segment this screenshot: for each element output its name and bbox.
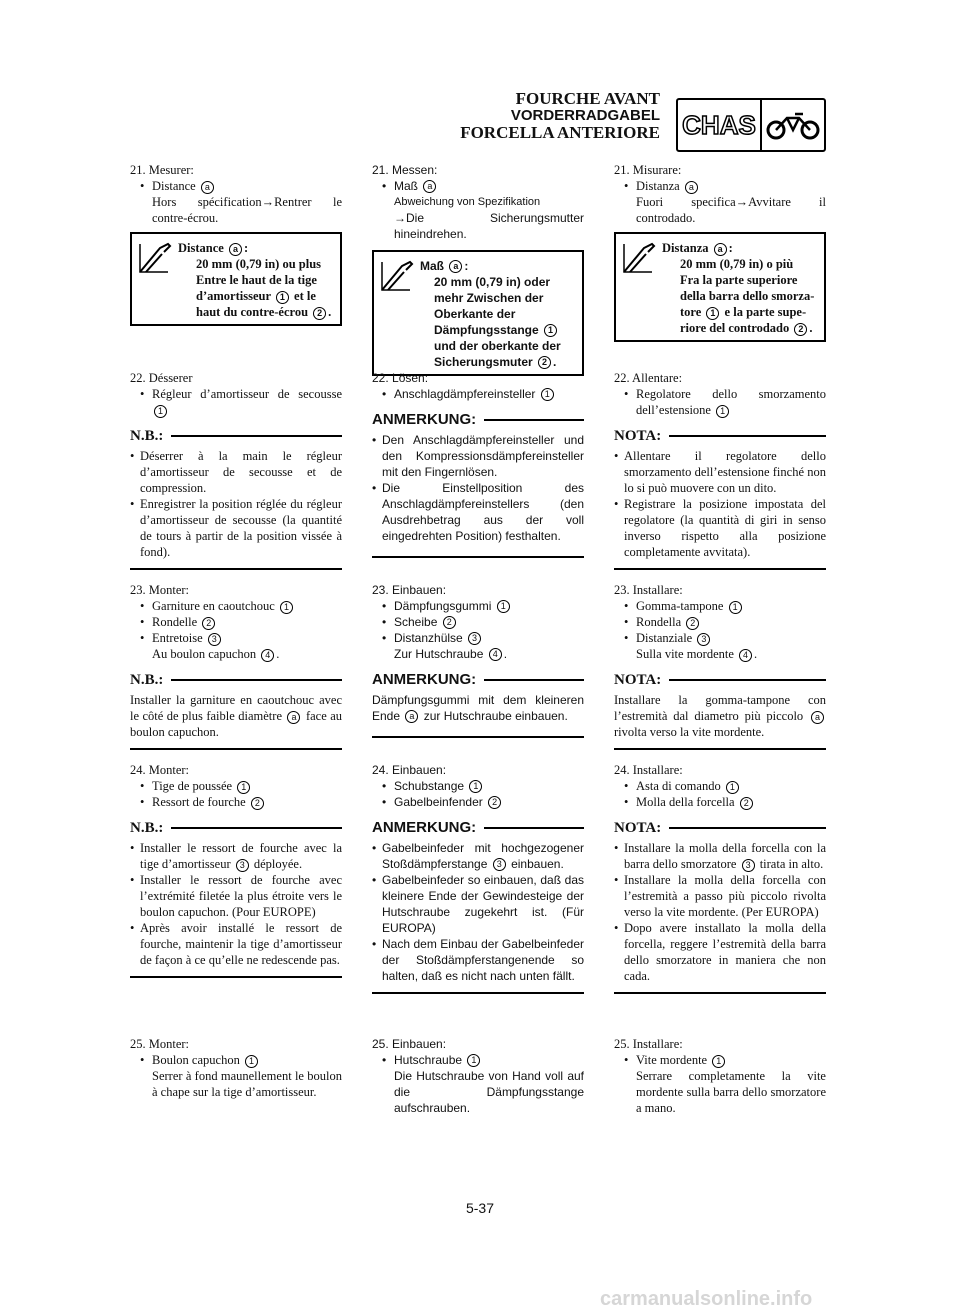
spec-box-21 (130, 232, 342, 326)
step-24-item: Gabelbeinfender (394, 795, 483, 809)
step-23-title: 23. Installare: (614, 583, 683, 597)
ref-1: 1 (280, 601, 293, 614)
note-label: NOTA: (614, 428, 662, 444)
step-24-title: 24. Einbauen: (372, 763, 447, 777)
end: . (276, 647, 280, 661)
note-label: ANMERKUNG: (372, 671, 477, 688)
ref-a: a (714, 243, 727, 256)
divider (614, 992, 826, 994)
ref-3: 3 (742, 859, 755, 872)
note-header (130, 428, 342, 444)
step-23-item: Rondelle (152, 615, 198, 629)
note-text: zur Hutschraube einbauen. (423, 709, 568, 723)
spec-colon: : (464, 259, 469, 273)
ref-1: 1 (154, 405, 167, 418)
ref-2: 2 (794, 323, 807, 336)
note-text: Dämpfungsgummi mit dem kleineren Ende (372, 693, 584, 723)
ref-a: a (201, 181, 214, 194)
note-label: N.B.: (130, 672, 164, 688)
ref-1: 1 (716, 405, 729, 418)
ref-2: 2 (443, 616, 456, 629)
step-25-sub: Die Hutschraube von Hand voll auf die Dämpfungsstange aufschrauben. (394, 1069, 584, 1115)
note-item: • Registrare la posizione impostata del regolatore (la quantità di giri in senso inverso rispetto alla posizione completamente avvitata). (614, 496, 826, 560)
ref-1: 1 (541, 388, 554, 401)
note-header (372, 672, 584, 688)
spec-line: 20 mm (0,79 in) o più (680, 257, 794, 271)
step-21-note: Abweichung von Spezifikation (394, 196, 541, 208)
ref-1: 1 (729, 601, 742, 614)
title-fr: FOURCHE AVANT (515, 89, 660, 108)
note-item: einbauen. (511, 857, 564, 871)
divider (614, 748, 826, 750)
divider (614, 568, 826, 570)
step-22-item: Régleur d’amortisseur de secousse (152, 387, 342, 401)
note-header (372, 820, 584, 836)
step-21-title: 21. Mesurer: (130, 163, 194, 177)
step-23-item: Gomma-tampone (636, 599, 724, 613)
ref-a: a (811, 711, 824, 724)
ref-a: a (287, 711, 300, 724)
note-text: Installare la gomma-tampone con l’estremità dal diametro più piccolo (614, 693, 826, 723)
end: . (754, 647, 758, 661)
note-label: N.B.: (130, 820, 164, 836)
column-italian (614, 0, 826, 1316)
ref-3: 3 (236, 859, 249, 872)
ref-3: 3 (468, 632, 481, 645)
spec-end: . (328, 305, 332, 319)
spec-line: und der oberkante der (434, 339, 561, 353)
spec-line: Sicherungsmuter (434, 355, 533, 369)
note-header (130, 820, 342, 836)
step-25-sub: Serrer à fond maunellement le boulon à chape sur la tige d’amortisseur. (152, 1069, 342, 1099)
chas-label: CHAS (678, 100, 762, 150)
ref-a: a (229, 243, 242, 256)
note-item: • Après avoir installé le ressort de fourche, maintenir la tige d’amortisseur de façon à ce qu’elle ne redescende pas. (130, 920, 342, 968)
spec-line: Oberkante der (434, 307, 516, 321)
note-item: Installer le ressort de fourche avec la tige d’amortisseur (140, 841, 342, 871)
spec-line: mehr Zwischen der (434, 291, 544, 305)
ref-2: 2 (740, 797, 753, 810)
spec-line: Fra la parte superiore (680, 273, 798, 287)
spec-box-21 (372, 250, 584, 376)
column-german (372, 0, 584, 1316)
step-23-sub: Au boulon capuchon (152, 647, 257, 661)
step-24-title: 24. Monter: (130, 763, 190, 777)
note-text: rivolta verso la vite mordente. (614, 725, 765, 739)
spec-colon: : (243, 241, 249, 255)
note-item: • Die Einstellposition des Anschlagdämpfereinstellers (den Ausdrehbetrag aus der voll eingedrehten Position) festhalten. (372, 480, 584, 544)
step-23-title: 23. Monter: (130, 583, 190, 597)
step-21-item: Distanza (636, 179, 680, 193)
note-header (130, 672, 342, 688)
spec-end: . (809, 321, 813, 335)
step-23-sub: Zur Hutschraube (394, 647, 484, 661)
page-number: 5-37 (465, 1200, 495, 1216)
step-23-item: Scheibe (394, 615, 438, 629)
ref-2: 2 (488, 796, 501, 809)
spec-box-21 (614, 232, 826, 342)
ref-3: 3 (208, 633, 221, 646)
ref-1: 1 (726, 781, 739, 794)
step-23-item: Distanziale (636, 631, 693, 645)
step-22-title: 22. Lösen: (372, 371, 429, 385)
ref-1: 1 (544, 324, 557, 337)
step-23-item: Garniture en caoutchouc (152, 599, 275, 613)
note-item: • Gabelbeinfeder so einbauen, daß das kleinere Ende der Gewindesteige der Hutschraube zugekehrt ist. (Für EUROPA) (372, 872, 584, 936)
step-21-note: →Die Sicherungsmutter hineindrehen. (394, 211, 584, 241)
spec-line: 20 mm (0,79 in) oder (434, 275, 551, 289)
spec-line: della barra dello smorza- (680, 289, 815, 303)
spec-title: Maß (420, 259, 444, 273)
ref-2: 2 (251, 797, 264, 810)
note-item: • Allentare il regolatore dello smorzamento dell’estensione finché non lo si può muovere con un dito. (614, 448, 826, 496)
note-text: face au boulon capuchon. (130, 709, 343, 739)
column-french (130, 0, 342, 1316)
spec-end: . (553, 355, 557, 369)
step-21-note: Fuori specifica→Avvitare il controdado. (636, 195, 826, 225)
ref-1: 1 (469, 780, 482, 793)
ref-1: 1 (712, 1055, 725, 1068)
spec-line: d’amortisseur (196, 289, 271, 303)
divider (372, 992, 584, 994)
step-23-title: 23. Einbauen: (372, 583, 447, 597)
note-label: NOTA: (614, 672, 662, 688)
step-24-item: Schubstange (394, 779, 465, 793)
divider (130, 568, 342, 570)
wrench-spec-icon (380, 258, 420, 370)
spec-line: e la parte supe- (724, 305, 807, 319)
spec-line: 20 mm (0,79 in) ou plus (196, 257, 322, 271)
spec-line: Entre le haut de la tige (196, 273, 317, 287)
spec-line: Dämpfungsstange (434, 323, 539, 337)
step-23-item: Dämpfungsgummi (394, 599, 492, 613)
ref-1: 1 (245, 1055, 258, 1068)
end: . (503, 647, 508, 661)
ref-1: 1 (497, 600, 510, 613)
step-22-item: Anschlagdämpfereinsteller (394, 387, 536, 401)
ref-1: 1 (706, 307, 719, 320)
title-it: FORCELLA ANTERIORE (460, 123, 660, 142)
title-de: VORDERRADGABEL (510, 107, 660, 124)
spec-colon: : (728, 241, 733, 255)
step-23-item: Distanzhülse (394, 631, 463, 645)
divider (130, 748, 342, 750)
ref-4: 4 (261, 649, 274, 662)
step-24-item: Molla della forcella (636, 795, 735, 809)
step-24-item: Ressort de fourche (152, 795, 246, 809)
divider (372, 556, 584, 558)
ref-1: 1 (237, 781, 250, 794)
ref-a: a (423, 180, 436, 193)
step-22-title: 22. Désserer (130, 371, 193, 385)
spec-line: haut du contre-écrou (196, 305, 309, 319)
step-25-sub: Serrare completamente la vite mordente sulla barra dello smorzatore a mano. (636, 1069, 826, 1115)
note-item: • Déserrer à la main le régleur d’amortisseur de secousse et de compression. (130, 448, 342, 496)
ref-2: 2 (202, 617, 215, 630)
step-24-title: 24. Installare: (614, 763, 683, 777)
ref-4: 4 (489, 648, 502, 661)
spec-title: Distanza (662, 241, 709, 255)
note-item: • Den Anschlagdämpfereinsteller und den Kompressionsdämpfereinsteller mit den Fingernlösen. (372, 432, 584, 480)
ref-a: a (685, 181, 698, 194)
spec-title: Distance (178, 241, 224, 255)
step-21-title: 21. Messen: (372, 163, 438, 177)
spec-line: riore del controdado (680, 321, 790, 335)
step-21-item: Distance (152, 179, 196, 193)
note-item: • Installer le ressort de fourche avec l’extrémité filetée la plus étroite vers le boulon capuchon. (Pour EUROPE) (130, 872, 342, 920)
note-item: • Enregistrer la position réglée du régleur d’amortisseur de secousse (la quantité de tours à partir de la position vissée à fond). (130, 496, 342, 560)
divider (372, 736, 584, 738)
note-label: ANMERKUNG: (372, 411, 477, 428)
step-23-item: Entretoise (152, 631, 203, 645)
note-text: Installer la garniture en caoutchouc avec le côté de plus faible diamètre (130, 693, 342, 723)
step-21-title: 21. Misurare: (614, 163, 682, 177)
note-label: NOTA: (614, 820, 662, 836)
spec-line: tore (680, 305, 702, 319)
step-21-note: Hors spécification→Rentrer le contre-écrou. (152, 195, 342, 225)
note-item: tirata in alto. (759, 857, 824, 871)
step-25-title: 25. Monter: (130, 1037, 190, 1051)
step-25-item: Boulon capuchon (152, 1053, 240, 1067)
step-24-item: Asta di comando (636, 779, 721, 793)
spec-line: et le (294, 289, 316, 303)
note-header (614, 672, 826, 688)
note-label: N.B.: (130, 428, 164, 444)
ref-1: 1 (467, 1054, 480, 1067)
step-25-item: Vite mordente (636, 1053, 708, 1067)
note-header (372, 412, 584, 428)
note-label: ANMERKUNG: (372, 819, 477, 836)
step-21-item: Maß (394, 179, 418, 193)
step-22-title: 22. Allentare: (614, 371, 683, 385)
note-header (614, 820, 826, 836)
note-header (614, 428, 826, 444)
watermark: carmanualsonline.info (600, 1288, 813, 1310)
divider (130, 976, 342, 978)
step-22-item: Regolatore dello smorzamento dell’estensione (636, 387, 826, 417)
ref-a: a (405, 710, 418, 723)
step-24-item: Tige de poussée (152, 779, 233, 793)
wrench-spec-icon (138, 240, 178, 320)
ref-4: 4 (739, 649, 752, 662)
note-item: • Dopo avere installato la molla della forcella, reggere l’estremità della barra dello smorzatore in maniera che non cada. (614, 920, 826, 984)
ref-2: 2 (686, 617, 699, 630)
note-item: Gabelbeinfeder mit hochgezogener Stoßdämpferstange (382, 841, 584, 871)
note-item: • Installare la molla della forcella con l’estremità a passo più piccolo rivolta verso la vite mordente. (Per EUROPA) (614, 872, 826, 920)
step-23-item: Rondella (636, 615, 682, 629)
ref-a: a (449, 260, 462, 273)
note-item: Installare la molla della forcella con la barra dello smorzatore (624, 841, 826, 871)
step-25-title: 25. Installare: (614, 1037, 683, 1051)
step-25-title: 25. Einbauen: (372, 1037, 447, 1051)
ref-2: 2 (313, 307, 326, 320)
step-23-sub: Sulla vite mordente (636, 647, 734, 661)
ref-1: 1 (276, 291, 289, 304)
note-item: • Nach dem Einbau der Gabelbeinfeder der Stoßdämpferstangenende so halten, daß es nicht nach unten fällt. (372, 936, 584, 984)
note-item: déployée. (253, 857, 303, 871)
ref-3: 3 (697, 633, 710, 646)
wrench-spec-icon (622, 240, 662, 336)
ref-2: 2 (538, 356, 551, 369)
step-25-item: Hutschraube (394, 1053, 463, 1067)
ref-3: 3 (493, 858, 506, 871)
